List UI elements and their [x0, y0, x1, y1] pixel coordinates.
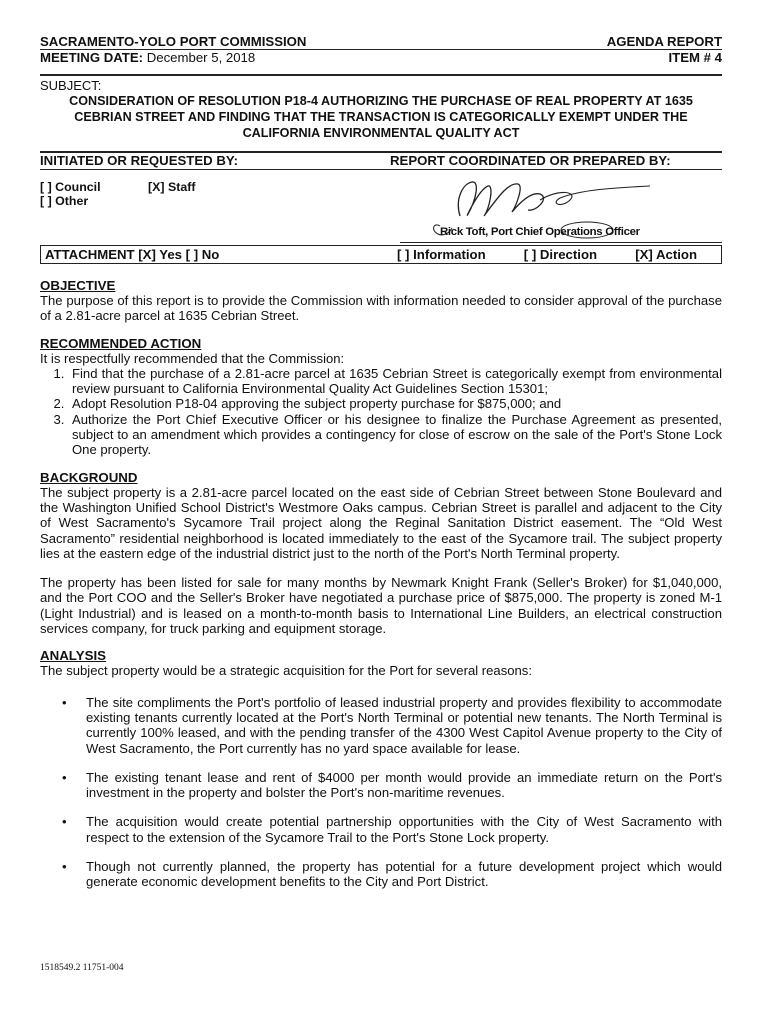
subject-text: CONSIDERATION OF RESOLUTION P18-4 AUTHORIZING THE PURCHASE OF REAL PROPERTY AT 1635 CEBRIAN STREET AND FINDING THAT THE TRANSACTION IS CATEGORICALLY EXEMPT UNDER THE CALIFORNIA ENVIRONMENTAL QUALITY ACT — [69, 94, 693, 140]
agenda-report-page — [40, 34, 722, 904]
request-section — [40, 170, 722, 245]
objective-section — [40, 278, 722, 324]
council-checkbox: [ ] Council — [40, 180, 101, 194]
item-number: ITEM # 4 — [668, 50, 722, 65]
recommended-item: 3. Authorize the Port Chief Executive Officer or his designee to finalize the Purchase Agreement as presented, subject to an amendment which provides a contingency for close of escrow on the sale of the Port's Stone Lock One property. — [68, 412, 722, 458]
analysis-bullet: • The existing tenant lease and rent of $4000 per month would provide an immediate return on the Port's investment in the property and bolster the Port's non-maritime revenues. — [62, 769, 722, 801]
subject-divider — [40, 74, 722, 76]
bullet-icon: • — [62, 859, 67, 875]
bullet-icon: • — [62, 694, 67, 710]
initiated-row — [40, 153, 722, 169]
subject-label: SUBJECT: — [40, 78, 102, 93]
analysis-bullet: • Though not currently planned, the property has potential for a future development project which would generate economic development benefits to the City and Port District. — [62, 859, 722, 890]
recommended-heading: RECOMMENDED ACTION — [40, 335, 202, 351]
background-heading: BACKGROUND — [40, 469, 138, 485]
objective-heading: OBJECTIVE — [40, 278, 116, 293]
recommended-section — [40, 336, 722, 458]
direction-checkbox: [ ] Direction — [523, 247, 598, 262]
document-id: 1518549.2 11751-004 — [40, 963, 124, 973]
org-name: SACRAMENTO-YOLO PORT COMMISSION — [40, 34, 307, 49]
report-type: AGENDA REPORT — [606, 34, 722, 49]
recommended-item: 2. Adopt Resolution P18-04 approving the subject property purchase for $875,000; and — [68, 396, 722, 411]
background-para-1: The subject property is a 2.81-acre parcel located on the east side of Cebrian Street between Stone Boulevard and the Washington Unified School District's Westmore Oaks campus. Cebrian Street is parallel and adjacent to the City of West Sacramento's Sycamore Trail project along the Reginal Sanitation District easement. The “Old West Sacramento” residential neighborhood is located immediately to the east of the Sycamore trail. The subject property lies at the eastern edge of the industrial district just to the north of the Port's North Terminal property. — [40, 484, 722, 561]
report-header — [40, 34, 722, 49]
recommended-list — [40, 366, 722, 458]
other-checkbox: [ ] Other — [40, 194, 89, 208]
meeting-row — [40, 50, 722, 66]
signature-line — [400, 242, 722, 243]
meeting-date: December 5, 2018 — [146, 50, 256, 65]
signature-area — [400, 170, 722, 245]
action-checkbox: [X] Action — [635, 247, 697, 262]
analysis-bullet: • The acquisition would create potential partnership opportunities with the City of West Sacramento with respect to the extension of the Sycamore Trail to the Port's Stone Lock property. — [62, 814, 722, 845]
analysis-intro: The subject property would be a strategic acquisition for the Port for several reasons: — [40, 663, 532, 679]
recommended-item: 1. Find that the purchase of a 2.81-acre parcel at 1635 Cebrian Street is categorically exempt from environmental review pursuant to California Environmental Quality Act Guidelines Section 15301; — [68, 366, 722, 397]
prepared-label: REPORT COORDINATED OR PREPARED BY: — [390, 153, 671, 168]
analysis-bullet: • The site compliments the Port's portfolio of leased industrial property and provides flexibility to accommodate existing tenants currently located at the Port's North Terminal or potential new tenants. The North Terminal is currently 100% leased, and with the pending transfer of the 4300 West Capitol Avenue property to the City of West Sacramento, the Port currently has no yard space available for lease. — [62, 694, 722, 756]
recommended-intro: It is respectfully recommended that the Commission: — [40, 350, 345, 366]
background-para-2: The property has been listed for sale for many months by Newmark Knight Frank (Seller's Broker) for $1,040,000, and the Port COO and the Seller's Broker have negotiated a purchase price of $875,000. The property is zoned M-1 (Light Industrial) and is leased on a month-to-month basis to International Line Builders, an electrical construction services company, for truck parking and equipment storage. — [40, 575, 722, 637]
analysis-heading: ANALYSIS — [40, 648, 107, 664]
analysis-bullets — [40, 695, 722, 890]
bullet-icon: • — [62, 769, 67, 785]
initiated-label: INITIATED OR REQUESTED BY: — [40, 153, 239, 168]
attachment-row — [40, 245, 722, 264]
bullet-icon: • — [62, 814, 67, 830]
meeting-date-label: MEETING DATE: — [40, 50, 144, 65]
signer-name: Rick Toft, Port Chief Operations Officer — [440, 226, 640, 238]
objective-text: The purpose of this report is to provide the Commission with information needed to consider approval of the purchase of a 2.81-acre parcel at 1635 Cebrian Street. — [40, 293, 722, 324]
analysis-section — [40, 648, 722, 889]
background-section — [40, 470, 722, 637]
staff-checkbox: [X] Staff — [148, 180, 196, 194]
attachment-label: ATTACHMENT [X] Yes [ ] No — [45, 247, 220, 262]
information-checkbox: [ ] Information — [397, 247, 486, 262]
